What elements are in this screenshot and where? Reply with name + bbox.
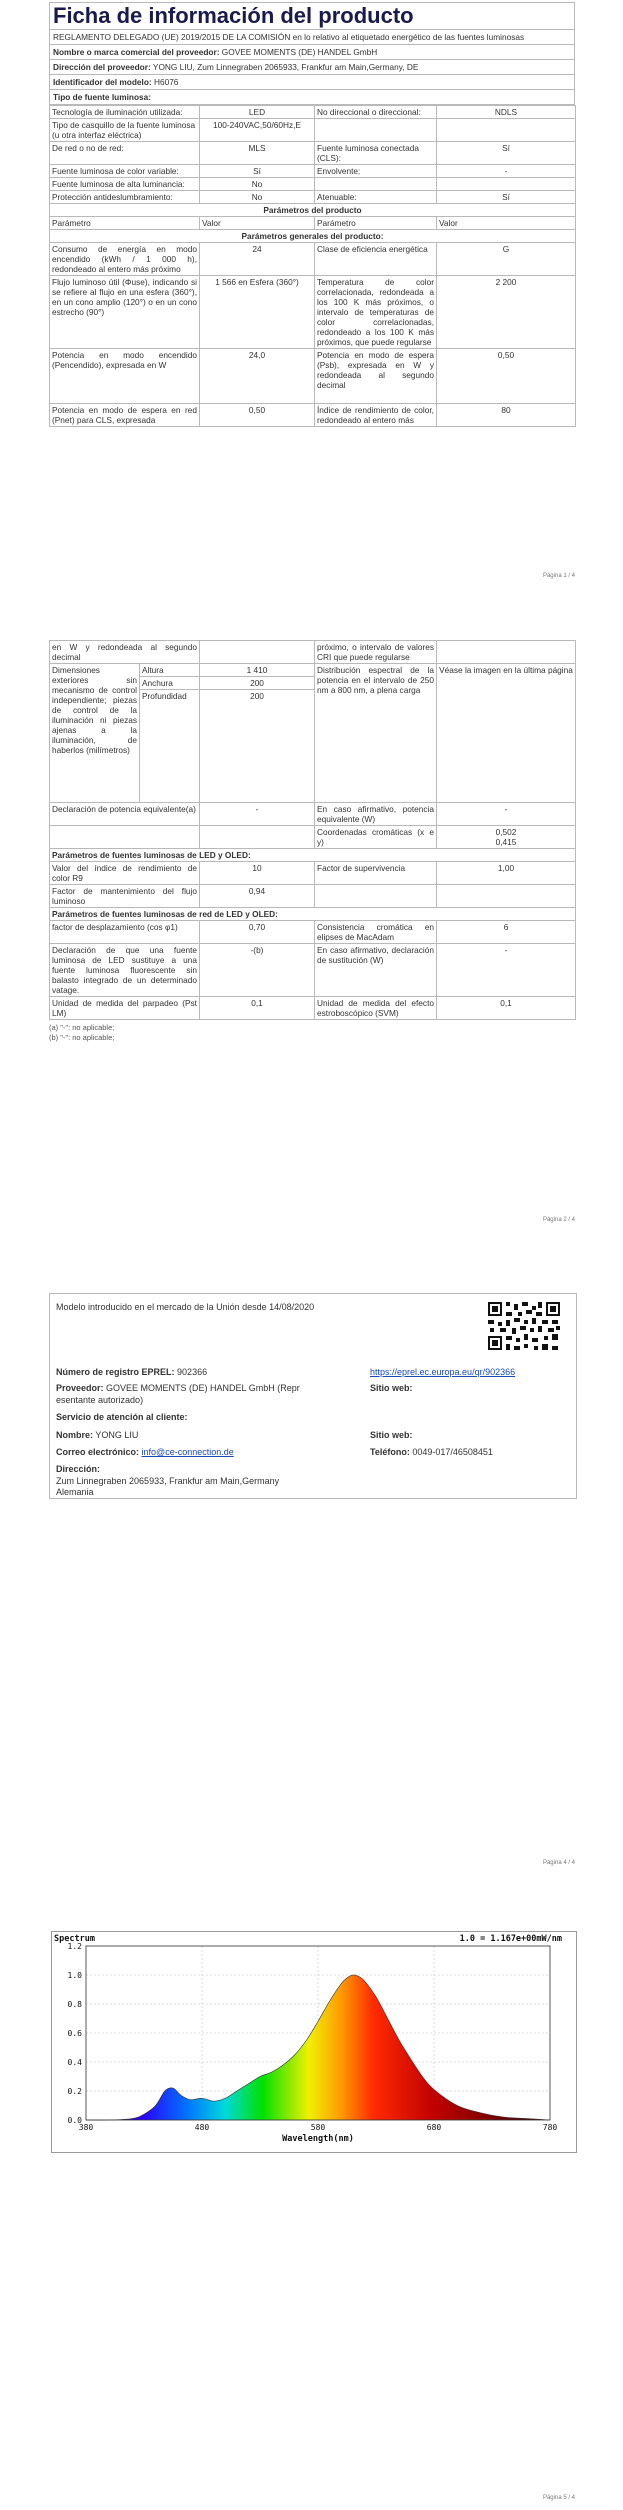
param-value: - (437, 803, 576, 826)
table-row (50, 243, 576, 276)
param-label: Tipo de casquillo de la fuente luminosa (u otra interfaz eléctrica) (50, 119, 200, 142)
supplier-info-box (49, 1293, 577, 1499)
table-row (50, 826, 576, 849)
y-tick-label: 0.2 (67, 2087, 82, 2096)
param-value: LED (200, 106, 315, 119)
source-type-table (49, 105, 576, 427)
param-value: 6 (437, 921, 576, 944)
param-label: Clase de eficiencia energética (315, 243, 437, 276)
product-params-header: Parámetros del producto (50, 204, 576, 217)
page-number: Página 5 / 4 (542, 2495, 575, 2501)
name-label: Nombre: (56, 1430, 94, 1440)
param-value: MLS (200, 142, 315, 165)
param-label: De red o no de red: (50, 142, 200, 165)
spectrum-chart (52, 1932, 576, 2152)
address-value: Zum Linnegraben 2065933, Frankfur am Main,Germany (56, 1476, 280, 1486)
y-tick-label: 0.6 (67, 2029, 82, 2038)
param-value: 1,00 (437, 862, 576, 885)
x-tick-label: 580 (310, 2123, 326, 2132)
param-value: 24 (200, 243, 315, 276)
spectral-distribution-label: Distribución espectral de la potencia en el intervalo de 250 nm a 800 nm, a plena carga (315, 664, 437, 803)
param-label: Índice de rendimiento de color, redondeado al entero más (315, 404, 437, 427)
param-label: Consumo de energía en modo encendido (kWh / 1 000 h), redondeado al entero más próximo (50, 243, 200, 276)
chart-annotation: 1.0 = 1.167e+00mW/nm (459, 1934, 562, 1944)
table-row (50, 191, 576, 204)
dimensions-label: Dimensiones exteriores sin mecanismo de control independiente; piezas de control de la iluminación ni piezas ajenas a la iluminación, de haberlos (milímetros) (50, 664, 140, 803)
param-value: 10 (200, 862, 315, 885)
table-row (50, 997, 576, 1020)
param-value: Sí (200, 165, 315, 178)
mains-params-header: Parámetros de fuentes luminosas de red de LED y OLED: (50, 908, 576, 921)
param-value: 100-240VAC,50/60Hz,E (200, 119, 315, 142)
param-value: 0,50 (437, 349, 576, 404)
dimension-value: 200 (200, 690, 315, 803)
param-label (315, 119, 437, 142)
email-row (56, 1447, 234, 1457)
provider-label: Proveedor: (56, 1383, 104, 1393)
provider-value-cont: esentante autorizado) (56, 1395, 144, 1405)
param-label: próximo, o intervalo de valores CRI que puede regularse (315, 641, 437, 664)
model-row (49, 75, 575, 90)
eprel-value: 902366 (177, 1367, 208, 1377)
param-label: Potencia en modo de espera (Psb), expresada en W y redondeada al segundo decimal (315, 349, 437, 404)
param-label (315, 885, 437, 908)
param-value: No (200, 178, 315, 191)
eprel-label: Número de registro EPREL: (56, 1367, 175, 1377)
param-label: Valor del índice de rendimiento de color R9 (50, 862, 200, 885)
dimension-value: 200 (200, 677, 315, 690)
phone-row (370, 1447, 493, 1457)
x-tick-label: 680 (426, 2123, 442, 2132)
provider-row (56, 1383, 300, 1393)
param-label: Potencia en modo de espera en red (Pnet) para CLS, expresada (50, 404, 200, 427)
param-value: - (200, 803, 315, 826)
table-row (50, 119, 576, 142)
email-label: Correo electrónico: (56, 1447, 140, 1457)
param-value: 0,1 (437, 997, 576, 1020)
x-tick-label: 380 (78, 2123, 94, 2132)
param-value: 0,50 (200, 404, 315, 427)
general-params-header: Parámetros generales del producto: (50, 230, 576, 243)
supplier-brand-label: Nombre o marca comercial del proveedor: (53, 47, 220, 57)
param-value: NDLS (437, 106, 576, 119)
address-country: Alemania (56, 1487, 94, 1497)
table-row (50, 921, 576, 944)
supplier-address-label: Dirección del proveedor: (53, 62, 151, 72)
param-label: Factor de supervivencia (315, 862, 437, 885)
table-row (50, 641, 576, 664)
param-label: Factor de mantenimiento del flujo luminoso (50, 885, 200, 908)
contact-name-row (56, 1430, 138, 1440)
chromaticity-y: 0,415 (495, 837, 517, 847)
param-value: -(b) (200, 944, 315, 997)
param-value: 0,94 (200, 885, 315, 908)
y-tick-label: 0.4 (67, 2058, 82, 2067)
param-label: Fuente luminosa conectada (CLS): (315, 142, 437, 165)
table-row (50, 178, 576, 191)
param-value (437, 178, 576, 191)
x-tick-label: 780 (542, 2123, 558, 2132)
param-label: Coordenadas cromáticas (x e y) (315, 826, 437, 849)
param-label: Tecnología de iluminación utilizada: (50, 106, 200, 119)
param-label: No direccional o direccional: (315, 106, 437, 119)
params-table-continued (49, 640, 576, 1020)
table-row (50, 165, 576, 178)
dimension-name: Anchura (140, 677, 200, 690)
param-value: - (437, 944, 576, 997)
dimension-name: Altura (140, 664, 200, 677)
param-label: factor de desplazamiento (cos φ1) (50, 921, 200, 944)
page-number: Página 2 / 4 (542, 1217, 575, 1223)
general-params-header-row (50, 230, 576, 243)
param-label: Flujo luminoso útil (Φuse), indicando si se refiere al flujo en una esfera (360°), en un cono amplio (120°) o en un cono estrecho (90°) (50, 276, 200, 349)
y-tick-label: 0.0 (67, 2116, 82, 2125)
param-value: 1 566 en Esfera (360°) (200, 276, 315, 349)
model-value: H6076 (153, 77, 179, 87)
value-column-header: Valor (200, 217, 315, 230)
param-label: Fuente luminosa de alta luminancia: (50, 178, 200, 191)
param-label: Envolvente: (315, 165, 437, 178)
market-intro-text: Modelo introducido en el mercado de la Unión desde 14/08/2020 (56, 1302, 315, 1312)
table-row (50, 803, 576, 826)
page-number: Página 1 / 4 (542, 573, 575, 579)
source-type-header: Tipo de fuente luminosa: (49, 90, 575, 105)
led-header-row (50, 849, 576, 862)
param-label: Unidad de medida del efecto estroboscópico (SVM) (315, 997, 437, 1020)
value-column-header: Valor (437, 217, 576, 230)
param-label: Fuente luminosa de color variable: (50, 165, 200, 178)
supplier-address-value: YONG LIU, Zum Linnegraben 2065933, Frankfur am Main,Germany, DE (152, 62, 419, 72)
param-value: G (437, 243, 576, 276)
param-value: No (200, 191, 315, 204)
footnote: (a) "-": no aplicable; (49, 1023, 115, 1032)
param-label: Unidad de medida del parpadeo (Pst LM) (50, 997, 200, 1020)
website-label: Sitio web: (370, 1383, 413, 1393)
phone-value: 0049-017/46508451 (412, 1447, 493, 1457)
x-tick-label: 480 (194, 2123, 210, 2132)
supplier-brand-value: GOVEE MOMENTS (DE) HANDEL GmbH (221, 47, 378, 57)
param-label: Temperatura de color correlacionada, redondeada a los 100 K más próximos, o intervalo de temperaturas de color correlacionadas, redondeado a los 100 K más próximos, que puede regularse (315, 276, 437, 349)
supplier-brand-row (49, 45, 575, 60)
param-label: Atenuable: (315, 191, 437, 204)
y-tick-label: 1.2 (67, 1942, 82, 1951)
y-tick-label: 0.8 (67, 2000, 82, 2009)
website-label-2: Sitio web: (370, 1430, 413, 1440)
mains-header-row (50, 908, 576, 921)
param-value (437, 119, 576, 142)
email-link[interactable]: info@ce-connection.de (141, 1447, 234, 1457)
chart-title: Spectrum (54, 1934, 95, 1944)
param-label: En caso afirmativo, potencia equivalente (W) (315, 803, 437, 826)
table-row (50, 862, 576, 885)
y-tick-label: 1.0 (67, 1971, 82, 1980)
eprel-link[interactable]: https://eprel.ec.europa.eu/qr/902366 (370, 1367, 516, 1377)
table-row (50, 142, 576, 165)
table-row (50, 276, 576, 349)
param-value (437, 885, 576, 908)
param-label: en W y redondeada al segundo decimal (50, 641, 200, 664)
regulation-text: REGLAMENTO DELEGADO (UE) 2019/2015 DE LA COMISIÓN en lo relativo al etiquetado energético de las fuentes luminosas (49, 29, 575, 45)
param-value: 2 200 (437, 276, 576, 349)
table-row (50, 885, 576, 908)
eprel-row (56, 1367, 207, 1377)
led-params-header: Parámetros de fuentes luminosas de LED y OLED: (50, 849, 576, 862)
param-value: 80 (437, 404, 576, 427)
param-value: 0,1 (200, 997, 315, 1020)
param-label: En caso afirmativo, declaración de sustitución (W) (315, 944, 437, 997)
param-value: 0,70 (200, 921, 315, 944)
param-label: Declaración de que una fuente luminosa de LED sustituye a una fuente luminosa fluorescente sin balasto integrado de un determinado vatage. (50, 944, 200, 997)
qr-code-icon (486, 1300, 562, 1352)
address-label: Dirección: (56, 1464, 101, 1474)
spectrum-area (86, 1975, 550, 2120)
model-label: Identificador del modelo: (53, 77, 152, 87)
param-column-header: Parámetro (50, 217, 200, 230)
x-axis-label: Wavelength(nm) (282, 2134, 354, 2144)
product-params-header-row (50, 204, 576, 217)
param-label: Consistencia cromática en elipses de MacAdam (315, 921, 437, 944)
param-label (315, 178, 437, 191)
spectral-distribution-value: Véase la imagen en la última página (437, 664, 576, 803)
param-value: Sí (437, 191, 576, 204)
param-value: - (437, 165, 576, 178)
chromaticity-x: 0,502 (495, 827, 517, 837)
table-row (50, 944, 576, 997)
param-value: Sí (437, 142, 576, 165)
phone-label: Teléfono: (370, 1447, 410, 1457)
column-header-row (50, 217, 576, 230)
param-label: Protección antideslumbramiento: (50, 191, 200, 204)
spectrum-chart-frame (51, 1931, 577, 2153)
page-number: Página 4 / 4 (542, 1860, 575, 1866)
provider-value: GOVEE MOMENTS (DE) HANDEL GmbH (Repr (106, 1383, 300, 1393)
supplier-address-row (49, 60, 575, 75)
param-label: Declaración de potencia equivalente(a) (50, 803, 200, 826)
param-value: 24,0 (200, 349, 315, 404)
footnote: (b) "-": no aplicable; (49, 1033, 115, 1042)
table-row (50, 404, 576, 427)
page-title: Ficha de información del producto (49, 2, 575, 29)
param-label: Potencia en modo encendido (Pencendido), expresada en W (50, 349, 200, 404)
param-value (437, 826, 576, 849)
table-row (50, 106, 576, 119)
table-row (50, 349, 576, 404)
dimension-name: Profundidad (140, 690, 200, 803)
name-value: YONG LIU (95, 1430, 139, 1440)
customer-service-label: Servicio de atención al cliente: (56, 1412, 188, 1422)
param-column-header: Parámetro (315, 217, 437, 230)
table-row (50, 664, 576, 677)
dimension-value: 1 410 (200, 664, 315, 677)
